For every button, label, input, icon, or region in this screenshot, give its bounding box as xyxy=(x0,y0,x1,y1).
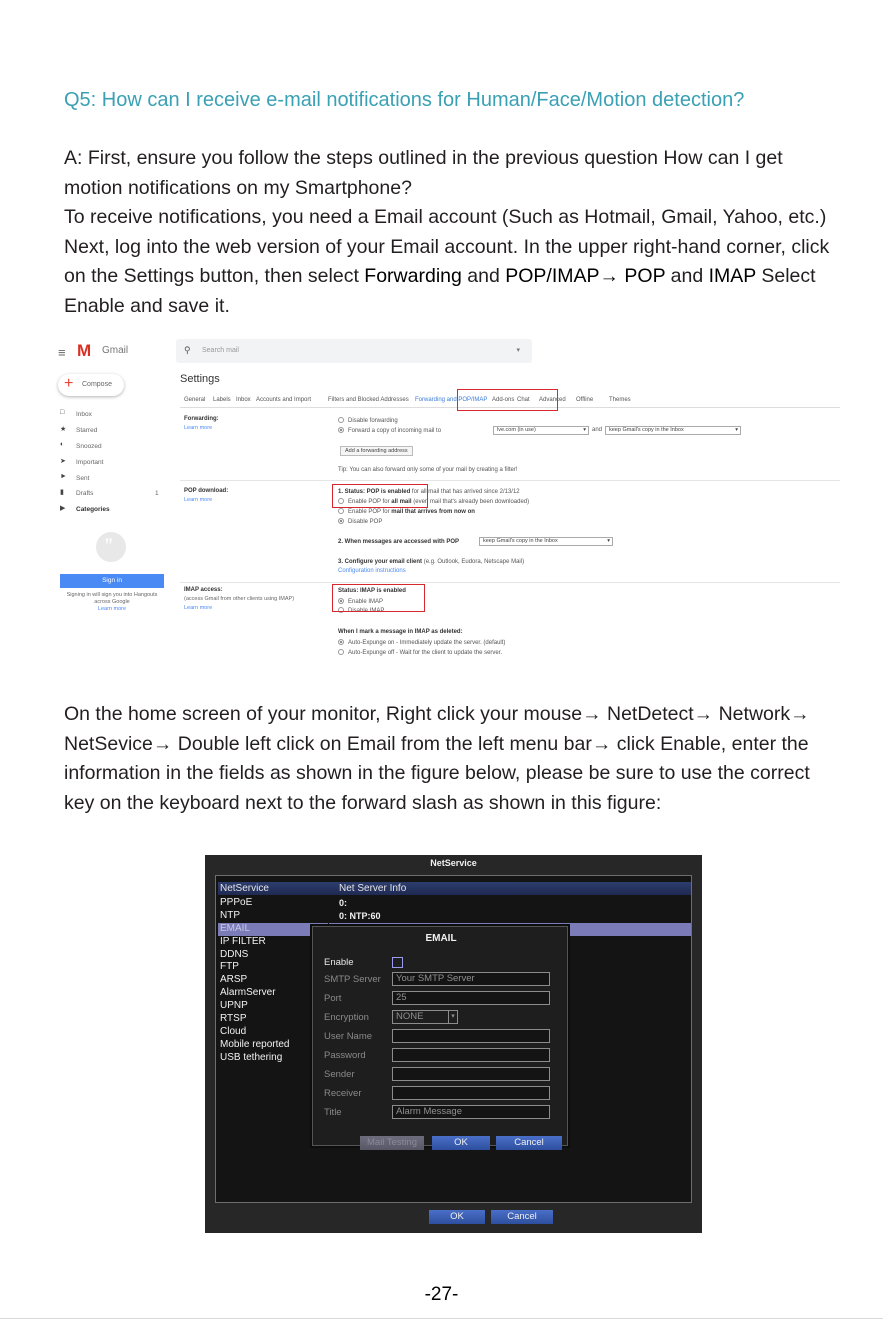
pop-learn-more[interactable]: Learn more xyxy=(184,497,213,503)
clock-icon: ◐ xyxy=(60,440,65,448)
option-label: Disable forwarding xyxy=(348,418,398,424)
service-item-upnp[interactable]: UPNP xyxy=(220,1000,248,1012)
sidebar-item-label: Categories xyxy=(76,506,110,514)
imap-status-highlight-box xyxy=(332,584,425,612)
service-item-ddns[interactable]: DDNS xyxy=(220,948,249,960)
signin-note xyxy=(60,592,164,613)
instructions-paragraph xyxy=(64,700,844,818)
service-item-ntp[interactable]: NTP xyxy=(220,909,240,921)
tab-chat[interactable]: Chat xyxy=(517,397,530,403)
port-input[interactable]: 25 xyxy=(392,991,550,1005)
forward-address-select[interactable] xyxy=(493,426,589,435)
sidebar-item-label: Inbox xyxy=(76,411,92,418)
sender-input[interactable] xyxy=(392,1067,550,1081)
sidebar-item-label: Starred xyxy=(76,426,98,434)
tab-forwarding-pop-imap[interactable]: Forwarding and POP/IMAP xyxy=(415,397,488,403)
netdetect-path: NetDetect→ Network→ NetSevice xyxy=(64,703,810,755)
tab-advanced[interactable]: Advanced xyxy=(539,397,566,403)
inbox-icon: □ xyxy=(60,409,65,416)
learn-more-link[interactable]: Learn more xyxy=(97,606,127,612)
enable-checkbox[interactable] xyxy=(392,957,403,968)
section-divider xyxy=(180,582,840,583)
tab-offline[interactable]: Offline xyxy=(576,397,594,403)
draft-icon: ▮ xyxy=(60,489,64,497)
sidebar-item-label: Important xyxy=(76,458,104,466)
radio-checked-icon xyxy=(338,518,344,524)
radio-icon xyxy=(338,649,344,655)
answer-text xyxy=(64,144,844,321)
auto-expunge-off-option[interactable] xyxy=(338,649,502,656)
imap-learn-more[interactable]: Learn more xyxy=(184,605,213,611)
drafts-count: 1 xyxy=(155,490,159,498)
receiver-label: Receiver xyxy=(324,1088,362,1099)
title-label: Title xyxy=(324,1107,342,1118)
para2-text-c: → click xyxy=(591,732,661,755)
enable-pop-new-option[interactable] xyxy=(338,508,475,515)
page-number: -27- xyxy=(424,1284,459,1305)
chevron-down-icon: ▾ xyxy=(583,427,586,433)
ntp-value: 0: NTP:60 xyxy=(339,911,381,921)
label-icon: ▶ xyxy=(60,505,66,513)
imap-delete-question xyxy=(338,629,463,635)
service-item-arsp[interactable]: ARSP xyxy=(220,974,248,986)
port-label: Port xyxy=(324,993,342,1004)
option-label: Disable POP xyxy=(348,519,383,525)
compose-button[interactable] xyxy=(58,374,124,396)
tab-themes[interactable]: Themes xyxy=(609,397,631,403)
password-label: Password xyxy=(324,1050,366,1061)
chevron-down-icon: ▾ xyxy=(735,427,738,433)
radio-icon xyxy=(338,417,344,423)
forwarding-label: Forwarding: xyxy=(184,416,219,422)
radio-checked-icon xyxy=(338,639,344,645)
pop-status-highlight-box xyxy=(332,484,428,508)
answer-p2-and-2: and xyxy=(665,265,709,287)
option-bold: all mail xyxy=(391,499,412,505)
netservice-column-header: NetService xyxy=(220,883,269,894)
receiver-input[interactable] xyxy=(392,1086,550,1100)
option-label: Disable IMAP xyxy=(348,608,385,614)
para2-text-d: , enter the information in the fields as shown in the figure below, please be sure to use the correct key on the keyboard next to the forward slash as shown in this figure: xyxy=(64,732,810,814)
para2-text-b: → Double left click on Email from the left xyxy=(152,732,510,755)
service-item-ip-filter[interactable]: IP FILTER xyxy=(220,935,266,947)
service-item-cloud[interactable]: Cloud xyxy=(220,1025,247,1037)
star-icon: ★ xyxy=(60,425,67,433)
answer-p2-text: To receive notifications, you need a Email account (Such as Hotmail, Gmail, Yahoo, etc.) Next, log into the web version of your Email account. In the upper right-hand corner, click on the Settings button, then select xyxy=(64,206,830,287)
para2-text: On the home screen of your monitor, Right click your mouse→ xyxy=(64,703,607,725)
configure-tail: (e.g. Outlook, Eudora, Netscape Mail) xyxy=(422,559,525,565)
pppoe-value: 0: xyxy=(339,898,348,908)
sidebar-item-categories[interactable] xyxy=(60,503,160,519)
search-placeholder: Search mail xyxy=(202,347,239,354)
option-label: Enable POP for xyxy=(348,509,392,515)
forwarding-highlight: Forwarding xyxy=(364,265,462,287)
sidebar-item-label: Sent xyxy=(76,474,90,482)
menu-bar-term: menu bar xyxy=(509,732,592,755)
ok-button[interactable]: OK xyxy=(429,1210,485,1224)
answer-p2-end: Select Enable and save it. xyxy=(64,265,816,317)
forward-copy-option[interactable] xyxy=(338,427,441,434)
service-item-ftp[interactable]: FTP xyxy=(220,961,239,973)
tab-addons[interactable]: Add-ons xyxy=(492,397,515,403)
pop-download-label: POP download: xyxy=(184,488,229,494)
netservice-header-bar xyxy=(218,882,691,895)
imap-access-note: (access Gmail from other clients using IMAP) xyxy=(184,596,295,602)
pop-access-question xyxy=(338,539,459,545)
answer-paragraph-2 xyxy=(64,203,844,321)
user-name-input[interactable] xyxy=(392,1029,550,1043)
radio-checked-icon xyxy=(338,427,344,433)
user-name-label: User Name xyxy=(324,1031,373,1042)
service-item-usb-tethering[interactable]: USB tethering xyxy=(220,1051,283,1063)
sign-in-button[interactable]: Sign in xyxy=(60,574,164,588)
sidebar-item-inbox[interactable] xyxy=(60,408,160,424)
disable-forwarding-option[interactable] xyxy=(338,417,398,424)
service-item-email[interactable]: EMAIL xyxy=(218,923,328,936)
dialog-ok-button[interactable]: OK xyxy=(432,1136,490,1150)
search-icon: ⚲ xyxy=(184,345,191,355)
imap-status-text: Status: IMAP is enabled xyxy=(338,588,406,594)
auto-expunge-on-option[interactable] xyxy=(338,639,505,646)
sidebar-nav xyxy=(60,408,160,519)
bottom-rule xyxy=(0,1318,883,1319)
disable-pop-option[interactable] xyxy=(338,518,382,525)
compose-label: Compose xyxy=(82,381,112,388)
option-label: Auto-Expunge off - Wait for the client to update the server. xyxy=(348,650,503,656)
pop-status-text: 1. Status: POP is enabled xyxy=(338,489,411,495)
option-tail: (even mail that's already been downloaded) xyxy=(411,499,530,505)
option-bold: mail that arrives from now on xyxy=(391,509,475,515)
select-value: keep Gmail's copy in the Inbox xyxy=(483,538,558,544)
title-input[interactable]: Alarm Message xyxy=(392,1105,550,1119)
tab-filters[interactable]: Filters and Blocked Addresses xyxy=(328,397,409,403)
sidebar-item-drafts[interactable] xyxy=(60,487,160,503)
gmail-settings-screenshot xyxy=(52,336,842,678)
service-item-pppoe[interactable]: PPPoE xyxy=(220,897,253,908)
imap-access-label: IMAP access: xyxy=(184,587,223,593)
answer-paragraph-1: A: First, ensure you follow the steps outlined in the previous question How can I get motion notifications on my Smartphone? xyxy=(64,147,783,199)
mail-testing-button[interactable]: Mail Testing xyxy=(360,1136,424,1150)
smtp-server-label: SMTP Server xyxy=(324,974,381,985)
hamburger-icon[interactable]: ≡ xyxy=(58,345,66,360)
smtp-server-input[interactable]: Your SMTP Server xyxy=(392,972,550,986)
gmail-brand: Gmail xyxy=(102,345,129,356)
tab-accounts-import[interactable]: Accounts and Import xyxy=(256,397,312,403)
configure-text: 3. Configure your email client xyxy=(338,559,423,565)
cancel-button[interactable]: Cancel xyxy=(491,1210,553,1224)
question-title: Q5: How can I receive e-mail notifications for Human/Face/Motion detection? xyxy=(64,89,745,111)
service-item-alarmserver[interactable]: AlarmServer xyxy=(220,987,276,999)
settings-title: Settings xyxy=(180,373,220,385)
chevron-down-icon: ▾ xyxy=(607,538,610,544)
configuration-instructions-link[interactable]: Configuration instructions xyxy=(338,568,406,574)
sidebar-item-starred[interactable] xyxy=(60,424,160,440)
add-forwarding-address-button[interactable]: Add a forwarding address xyxy=(340,446,413,456)
dialog-cancel-button[interactable]: Cancel xyxy=(496,1136,562,1150)
hangouts-avatar-icon xyxy=(96,532,126,562)
select-value: lve.com (in use) xyxy=(497,427,536,433)
gmail-logo-icon: M xyxy=(77,341,92,360)
question-text: 2. When messages are accessed with POP xyxy=(338,539,460,545)
email-dialog xyxy=(312,926,568,1146)
encryption-value: NONE xyxy=(396,1011,424,1022)
sidebar-item-snoozed[interactable] xyxy=(60,440,160,456)
imap-highlight: IMAP xyxy=(708,265,756,287)
service-item-rtsp[interactable]: RTSP xyxy=(220,1013,247,1025)
enable-term: Enable xyxy=(660,732,721,755)
important-icon: ➤ xyxy=(60,457,66,465)
pop-status-tail: for all mail that has arrived since 2/13/12 xyxy=(410,489,520,495)
sidebar-item-important[interactable] xyxy=(60,456,160,472)
search-input[interactable] xyxy=(176,339,532,363)
sidebar-item-sent[interactable] xyxy=(60,472,160,488)
tab-inbox[interactable]: Inbox xyxy=(236,397,251,403)
sidebar-item-label: Snoozed xyxy=(76,442,102,450)
email-dialog-title: EMAIL xyxy=(425,933,457,944)
radio-icon xyxy=(338,508,344,514)
forwarding-learn-more[interactable]: Learn more xyxy=(184,425,213,431)
chevron-down-icon: ▾ xyxy=(448,1011,457,1023)
pop-access-select[interactable] xyxy=(479,537,613,546)
netservice-window-title: NetService xyxy=(430,858,477,868)
question-text: When I mark a message in IMAP as deleted: xyxy=(338,629,463,635)
option-label: Forward a copy of incoming mail to xyxy=(348,428,442,434)
option-label: Auto-Expunge on - Immediately update the server. (default) xyxy=(348,640,506,646)
pop-imap-highlight: POP/IMAP→ POP xyxy=(505,265,666,287)
option-label: Enable IMAP xyxy=(348,599,384,605)
net-server-info-header: Net Server Info xyxy=(339,883,407,894)
keep-copy-select[interactable] xyxy=(605,426,741,435)
answer-p2-and: and xyxy=(461,265,506,287)
sidebar-item-label: Drafts xyxy=(76,490,94,498)
plus-icon: + xyxy=(64,375,74,392)
configure-client xyxy=(338,559,524,565)
forwarding-and-text: and xyxy=(592,427,603,433)
select-value: keep Gmail's copy in the Inbox xyxy=(609,427,684,433)
tab-general[interactable]: General xyxy=(184,397,206,403)
section-divider xyxy=(180,480,840,481)
option-label: Enable POP for xyxy=(348,499,392,505)
netservice-screenshot xyxy=(205,855,702,1233)
service-item-mobile-reported[interactable]: Mobile reported xyxy=(220,1038,290,1050)
tab-labels[interactable]: Labels xyxy=(213,397,231,403)
signin-note-text: Signing in will sign you into Hangouts across Google xyxy=(66,592,158,605)
chevron-down-icon[interactable]: ▾ xyxy=(516,347,520,354)
forwarding-tab-highlight-box xyxy=(457,389,558,411)
send-icon: ► xyxy=(60,472,67,480)
sender-label: Sender xyxy=(324,1069,355,1080)
encryption-label: Encryption xyxy=(324,1012,369,1023)
password-input[interactable] xyxy=(392,1048,550,1062)
forwarding-tip: Tip: You can also forward only some of your mail by creating a filter! xyxy=(338,467,518,473)
encryption-select[interactable] xyxy=(392,1010,458,1024)
enable-label: Enable xyxy=(324,957,354,968)
